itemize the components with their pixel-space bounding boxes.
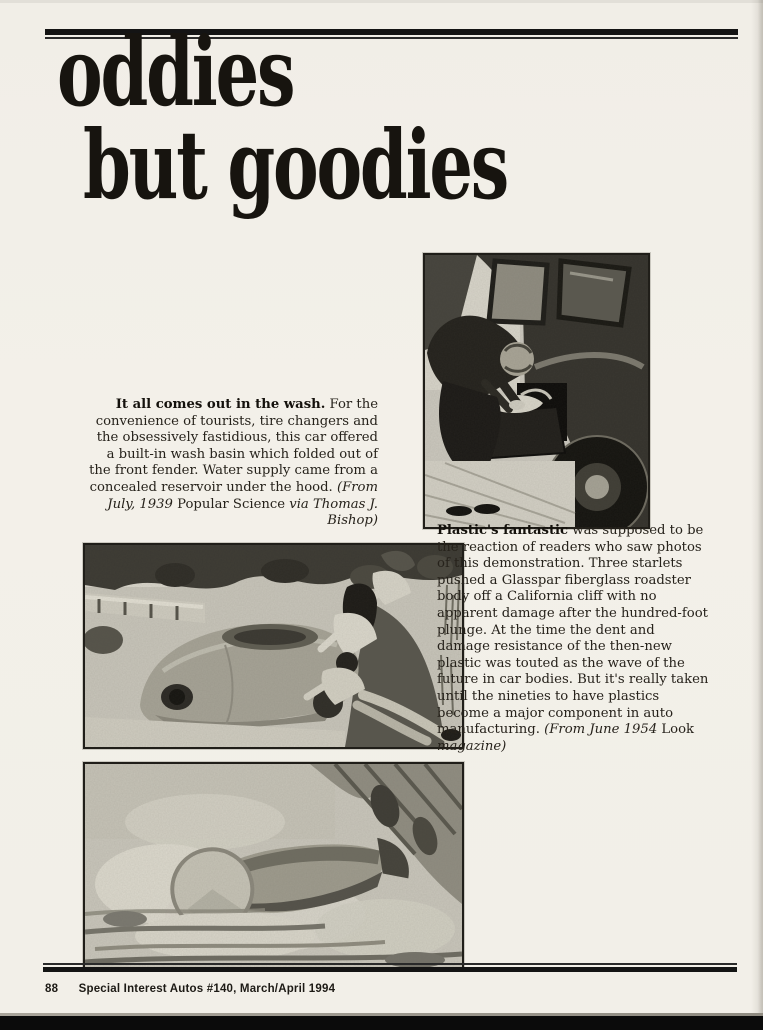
footer (45, 983, 335, 995)
wash-story-credit-open: (From July, 1939 (107, 479, 378, 512)
wash-story-credit-close: via Thomas J. Bishop) (289, 496, 378, 529)
wash-story-body: For the convenience of tourists, tire changers and the obsessively fastidious, this car offered a built-in wash basin which folded out of the front fender. Water supply came from a concealed reservoir under the hood. (89, 397, 378, 495)
rule-thick (43, 967, 737, 972)
wash-basin-photo (423, 253, 650, 529)
page-title (57, 17, 672, 221)
footer-double-rule (43, 963, 737, 973)
cliff-push-photo-illustration (85, 545, 462, 747)
plastic-story-body: was supposed to be the reaction of readers who saw photos of this demonstration. Three starlets pushed a Glasspar fiberglass roadster body off a California cliff with no apparent damage after the hundred-foot plunge. At the time the dent and damage resistance of the then-new plastic was touted as the wave of the future in car bodies. But it's really taken until the nineties to have plastics become a major component in auto manufacturing. (437, 523, 709, 738)
cliff-push-photo (83, 543, 464, 749)
footer-issue-line: Special Interest Autos #140, March/April 1994 (78, 983, 336, 995)
scan-right-edge (751, 0, 763, 1030)
cliff-tumble-photo-illustration (85, 764, 462, 968)
cliff-tumble-photo (83, 762, 464, 970)
title-line1: oddies (57, 17, 294, 128)
wash-story-lead: It all comes out in the wash. (115, 397, 326, 412)
plastic-story-lead: Plastic's fantastic (437, 523, 569, 538)
wash-story-text (86, 397, 378, 530)
footer-page-number: 88 (45, 983, 59, 995)
title-line2: but goodies (83, 110, 508, 221)
scan-top-edge (0, 0, 763, 3)
wash-story-credit-source: Popular Science (177, 496, 286, 512)
plastic-story-text (437, 523, 709, 755)
wash-basin-photo-illustration (425, 255, 648, 527)
plastic-story-credit-close: magazine) (437, 738, 507, 754)
plastic-story-credit-source: Look (661, 722, 695, 738)
scan-bottom-edge (0, 1016, 763, 1030)
rule-thin (43, 963, 737, 965)
plastic-story-credit-open: (From June 1954 (544, 722, 658, 738)
